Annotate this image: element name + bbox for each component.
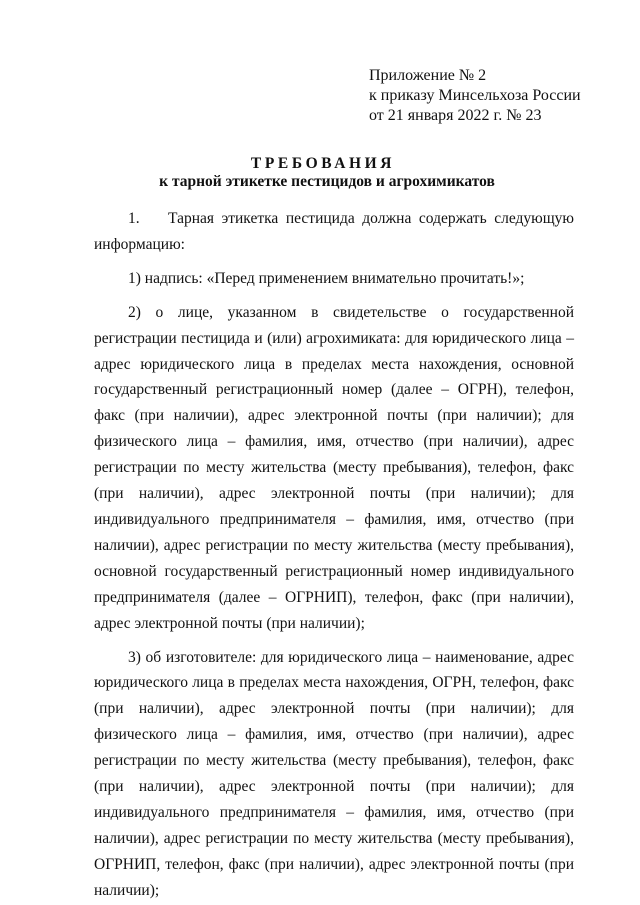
title-subtitle: к тарной этикетке пестицидов и агрохимикатов <box>159 173 495 190</box>
paragraph-1-text: Тарная этикетка пестицида должна содержать следующую информацию: <box>94 210 574 253</box>
paragraph-2: 1) надпись: «Перед применением внимательно прочитать!»; <box>128 269 525 287</box>
paragraph-1 <box>94 206 574 258</box>
appendix-line-1: Приложение № 2 <box>369 67 487 84</box>
appendix-line-3: от 21 января 2022 г. № 23 <box>369 107 542 124</box>
title-main: ТРЕБОВАНИЯ <box>250 155 396 172</box>
document-body <box>94 206 574 904</box>
document-title <box>0 155 640 191</box>
paragraph-3: 2) о лице, указанном в свидетельстве о государственной регистрации пестицида и (или) агрохимиката: для юридического лица – адрес юридического лица в пределах места нахождения, основной государственный регистрационный номер (далее – ОГРН), телефон, факс (при наличии), адрес электронной почты (при наличии); для физического лица – фамилия, имя, отчество (при наличии), адрес регистрации по месту жительства (месту пребывания), телефон, факс (при наличии), адрес электронной почты (при наличии); для индивидуального предпринимателя – фамилия, имя, отчество (при наличии), адрес регистрации по месту жительства (месту пребывания), основной государственный регистрационный номер индивидуального предпринимателя (далее – ОГРНИП), телефон, факс (при наличии), адрес электронной почты (при наличии); <box>94 303 574 632</box>
appendix-header <box>369 66 581 126</box>
appendix-line-2: к приказу Минсельхоза России <box>369 87 581 104</box>
paragraph-4: 3) об изготовителе: для юридического лица – наименование, адрес юридического лица в пределах места нахождения, ОГРН, телефон, факс (при наличии), адрес электронной почты (при наличии); для физического лица – фамилия, имя, отчество (при наличии), адрес регистрации по месту жительства (месту пребывания), телефон, факс (при наличии), адрес электронной почты (при наличии); для индивидуального предпринимателя – фамилия, имя, отчество (при наличии), адрес регистрации по месту жительства (месту пребывания), ОГРНИП, телефон, факс (при наличии), адрес электронной почты (при наличии); <box>94 648 574 899</box>
paragraph-1-number: 1. <box>128 210 140 227</box>
